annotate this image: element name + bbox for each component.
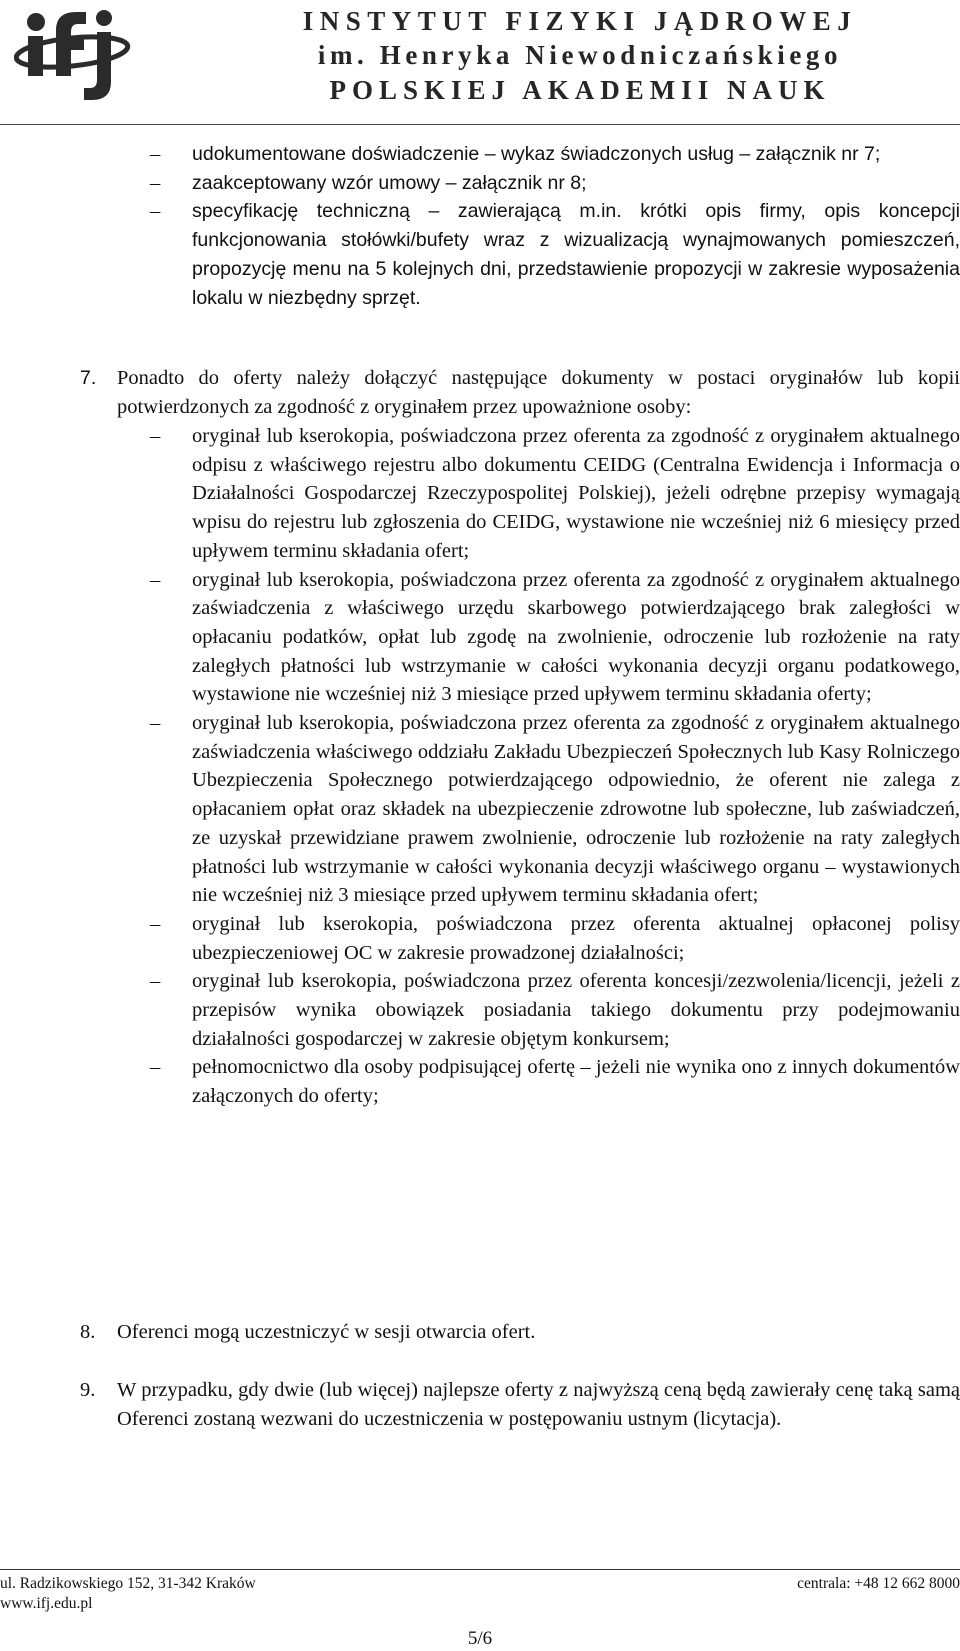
section-9 <box>80 1376 960 1433</box>
required-documents-list <box>150 422 960 1111</box>
footer-address: ul. Radzikowskiego 152, 31-342 Kraków <box>0 1575 256 1592</box>
footer-contact-right <box>797 1574 960 1594</box>
section-text: Ponadto do oferty należy dołączyć następujące dokumenty w postaci oryginałów lub kopii potwierdzonych za zgodność z oryginałem przez upoważnione osoby: <box>117 367 960 418</box>
footer-phone: centrala: +48 12 662 8000 <box>797 1575 960 1592</box>
list-item: – zaakceptowany wzór umowy – załącznik nr 8; <box>150 171 587 194</box>
list-item: – oryginał lub kserokopia, poświadczona przez oferenta za zgodność z oryginałem aktualnego zaświadczenia właściwego oddziału Zakładu Ubezpieczeń Społecznych lub Kasy Rolniczego Ubezpieczenia Społecznego potwierdzającego odpowiednio, że oferent nie zalega z opłacaniem opłat oraz składek na ubezpieczenie zdrowotne lub społeczne, lub zaświadczeń, ze uzyskał przewidziane prawem zwolnienie, odroczenie lub rozłożenie na raty zaległych płatności lub wstrzymanie w całości wykonania decyzji właściwego organu – wystawionych nie wcześniej niż 3 miesiące przed upływem terminu składania ofert; <box>150 712 960 907</box>
institute-name-line1: INSTYTUT FIZYKI JĄDROWEJ <box>302 6 858 36</box>
section-8 <box>80 1318 960 1347</box>
footer-contact-left <box>0 1574 256 1614</box>
list-item: – oryginał lub kserokopia, poświadczona przez oferenta za zgodność z oryginałem aktualnego zaświadczenia z właściwego urzędu skarbowego potwierdzającego brak zaległości w opłacaniu podatków, opłat lub zgodę na zwolnienie, odroczenie lub rozłożenie na raty zaległych płatności lub wstrzymanie w całości wykonania decyzji organu podatkowego, wystawione nie wcześniej niż 3 miesiące przed upływem terminu składania oferty; <box>150 568 960 706</box>
list-item: – pełnomocnictwo dla osoby podpisującej ofertę – jeżeli nie wynika ono z innych dokumentów załączonych do oferty; <box>150 1056 960 1108</box>
list-item: – oryginał lub kserokopia, poświadczona przez oferenta aktualnej opłaconej polisy ubezpieczeniowej OC w zakresie prowadzonej działalności; <box>150 912 960 964</box>
section-number: 7. <box>80 367 97 389</box>
section-number: 9. <box>80 1379 96 1401</box>
header-divider <box>0 124 960 125</box>
list-item: – oryginał lub kserokopia, poświadczona przez oferenta za zgodność z oryginałem aktualnego odpisu z właściwego rejestru albo dokumentu CEIDG (Centralna Ewidencja i Informacja o Działalności Gospodarczej Rzeczypospolitej Polskiej), jeżeli odrębne przepisy wymagają wpisu do rejestru lub zgłoszenia do CEIDG, wystawione nie wcześniej niż 6 miesięcy przed upływem terminu składania ofert; <box>150 425 960 562</box>
list-item: – udokumentowane doświadczenie – wykaz świadczonych usług – załącznik nr 7; <box>150 143 881 165</box>
letterhead <box>0 0 960 126</box>
footer-website: www.ifj.edu.pl <box>0 1595 93 1612</box>
institute-name-line3: POLSKIEJ AKADEMII NAUK <box>329 75 831 105</box>
section-number: 8. <box>80 1321 96 1343</box>
page-number: 5/6 <box>467 1628 493 1649</box>
list-item: – specyfikację techniczną – zawierającą m.in. krótki opis firmy, opis koncepcji funkcjonowania stołówki/bufety wraz z wizualizacją wynajmowanych pomieszczeń, propozycję menu na 5 kolejnych dni, przedstawienie propozycji w zakresie wyposażenia lokalu w niezbędny sprzęt. <box>150 200 960 309</box>
list-item: – oryginał lub kserokopia, poświadczona przez oferenta koncesji/zezwolenia/licencji, jeżeli z przepisów wynika obowiązek posiadania takiego dokumentu przy podejmowaniu działalności gospodarczej w zakresie objętym konkursem; <box>150 970 960 1050</box>
section-text: W przypadku, gdy dwie (lub więcej) najlepsze oferty z najwyższą ceną będą zawierały cenę taką samą Oferenci zostaną wezwani do uczestniczenia w postępowaniu ustnym (licytacja). <box>117 1379 960 1430</box>
ifj-logo <box>14 4 132 104</box>
institute-name-line2: im. Henryka Niewodniczańskiego <box>317 40 843 70</box>
section-7 <box>80 364 960 421</box>
section-text: Oferenci mogą uczestniczyć w sesji otwarcia ofert. <box>117 1321 536 1343</box>
attachments-list <box>150 140 960 312</box>
footer-divider <box>0 1569 960 1570</box>
